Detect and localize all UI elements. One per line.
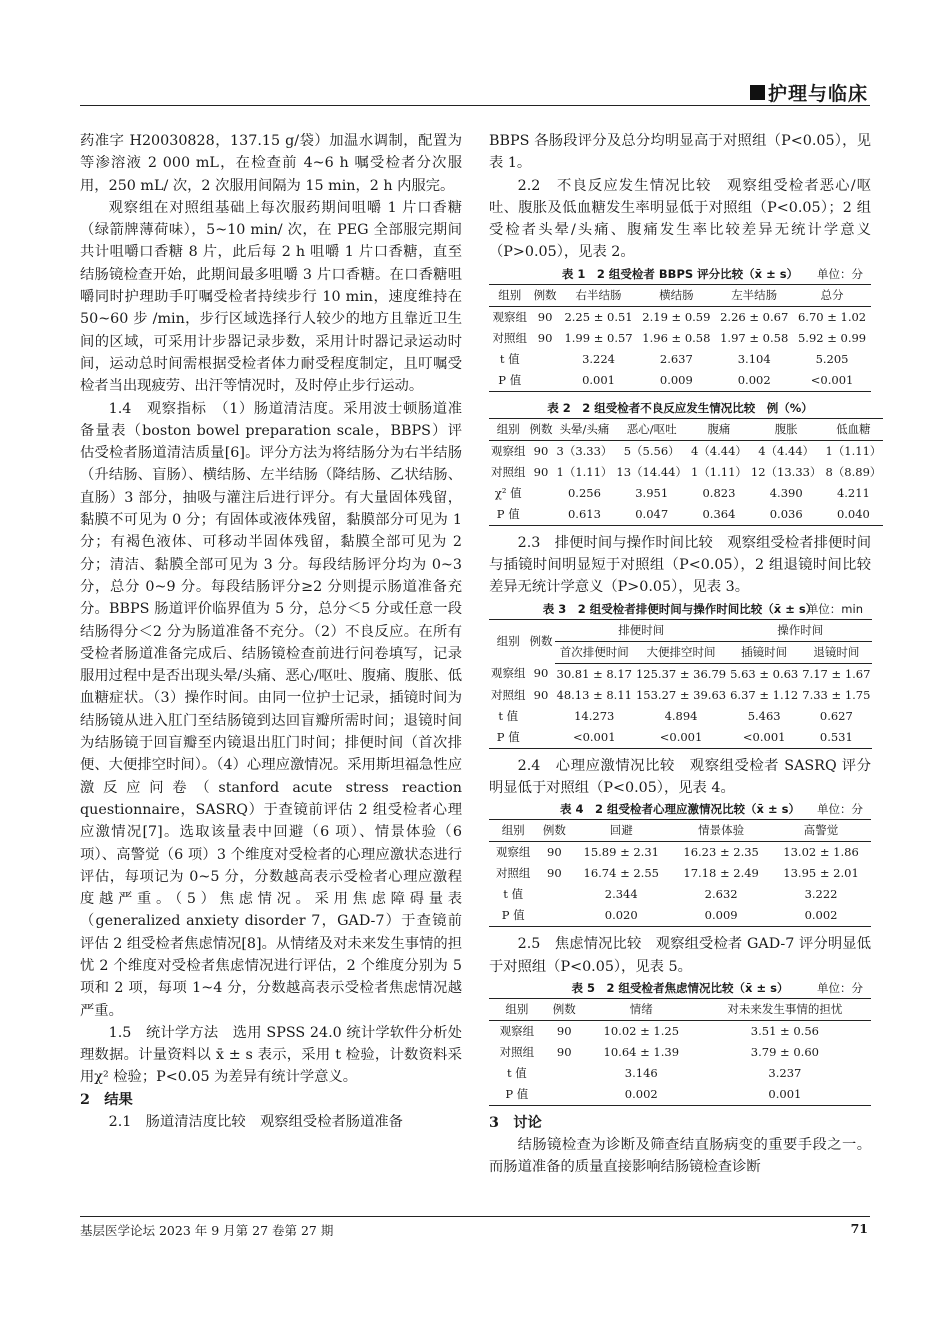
paragraph: 观察组在对照组基础上每次服药期间咀嚼 1 片口香糖（绿箭牌薄荷味），5~10 min/ 次，在 PEG 全部服完期间共计咀嚼口香糖 8 片，此后每 2 h 咀嚼 1 片口香糖，直至结肠镜检查开始，此期间最多咀嚼 3 片口香糖。在口香糖咀嚼同时护理助手叮嘱受检者持续步行 10 min，速度维持在 50~60 步 /min，步行区域选择行人较少的地方且靠近卫生间的区域，可采用计步器记录步数，采用计时器记录运动时间，运动总时间需根据受检者体力耐受程度制定，且叮嘱受检者当出现疲劳、出汗等情况时，及时停止步行运动。 [80,199,462,395]
table-cell: 3.51 ± 0.56 [750,1023,819,1038]
table-1 [489,264,871,392]
col-header: 插镜时间 [728,641,800,663]
para-3: 结肠镜检查为诊断及筛查结直肠病变的重要手段之一。而肠道准备的质量直接影响结肠镜检查诊断 [489,1137,871,1176]
table-cell: t 值 [499,351,520,366]
col-header: 组别 [489,418,528,440]
table-cell: <0.001 [634,727,728,749]
table-cell: 17.18 ± 2.49 [683,866,759,881]
table-caption: 表 1 2 组受检者 BBPS 评分比较（x̄ ± s） 单位：分 [561,266,863,281]
table-cell: 16.23 ± 2.35 [683,845,759,860]
table-cell: 对照组 [491,687,526,702]
table-cell: <0.001 [728,727,800,749]
data-table [489,284,871,392]
col-header: 右半结肠 [560,284,638,306]
table-cell: 16.74 ± 2.55 [583,866,659,881]
table-cell: 153.27 ± 39.63 [635,687,727,702]
col-header: 例数 [545,998,584,1020]
table-cell: P 值 [489,905,537,927]
col-header: 首次排便时间 [555,641,634,663]
table-cell: 4.894 [664,708,698,723]
col-header: 例数 [528,418,555,440]
col-group-header: 操作时间 [728,619,872,641]
table-cell: 1（1.11） [556,464,613,479]
table-cell: 6.70 ± 1.02 [797,309,867,324]
table-5 [489,978,871,1106]
table-cell: 0.364 [689,504,749,526]
table-row [489,1042,871,1063]
table-cell: 0.047 [614,504,689,526]
right-column [489,130,882,1179]
table-cell: 观察组 [495,845,531,860]
table-row [489,884,871,905]
table-cell: 3.951 [635,485,669,500]
table-cell: 90 [533,687,549,702]
table-3 [489,599,871,749]
table-cell: 3.222 [804,887,838,902]
table-cell: 10.64 ± 1.39 [603,1044,680,1059]
table-cell: 15.89 ± 2.31 [583,845,659,860]
para-2-3: 2.3 排便时间与操作时间比较 观察组受检者排便时间与插镜时间明显短于对照组（P<0.05），2 组退镜时间比较差异无统计学意义（P>0.05），见表 3。 [489,534,871,596]
table-cell: 5.205 [815,351,849,366]
table-cell: P 值 [489,370,531,392]
table-row [489,1063,871,1084]
table-row [489,863,871,884]
table-cell: 90 [533,666,549,681]
table-cell: 0.531 [800,727,872,749]
table-cell: 10.02 ± 1.25 [603,1023,680,1038]
table-cell: 4（4.44） [758,443,815,458]
col-header: 大便排空时间 [634,641,728,663]
table-cell: 3.104 [737,351,771,366]
table-cell: 5.92 ± 0.99 [797,330,867,345]
col-header: 横结肠 [637,284,715,306]
table-caption: 表 2 2 组受检者不良反应发生情况比较 例（%） [547,400,813,415]
table-cell: 观察组 [491,666,526,681]
table-row [489,306,871,328]
table-cell: 90 [537,330,553,345]
table-cell: 对照组 [491,464,526,479]
table-cell: 90 [533,464,549,479]
data-table [489,819,871,927]
table-cell: 90 [547,845,562,860]
table-cell: 2.637 [659,351,693,366]
table-row [489,370,871,392]
table-caption: 表 5 2 组受检者焦虑情况比较（x̄ ± s） 单位：分 [571,980,863,995]
table-cell: 1（1.11） [690,464,747,479]
section-heading-3: 3 讨论 [489,1114,542,1131]
table-cell: 48.13 ± 8.11 [556,687,632,702]
table-cell: P 值 [489,504,528,526]
table-cell: 1（1.11） [825,443,882,458]
table-cell: 2.25 ± 0.51 [564,309,633,324]
table-cell [545,1084,584,1106]
table-cell: 2.19 ± 0.59 [642,309,711,324]
table-cell: 0.020 [571,905,671,927]
table-row [489,842,871,864]
table-cell: 4（4.44） [690,443,747,458]
col-header: 组别 [489,619,528,663]
col-group-header: 排便时间 [555,619,729,641]
table-row [489,706,872,727]
table-cell [528,706,555,727]
col-header: 回避 [571,820,671,842]
table-cell: 观察组 [492,309,527,324]
table-cell: 5.463 [747,708,781,723]
table-cell: <0.001 [555,727,634,749]
table-cell: 1.99 ± 0.57 [564,330,633,345]
table-row [489,1084,871,1106]
table-cell: χ² 值 [494,485,522,500]
paragraph: 2.1 肠道清洁度比较 观察组受检者肠道准备 [108,1114,403,1131]
table-cell [545,1063,584,1084]
col-header: 腹胀 [749,418,824,440]
table-cell: 2.632 [704,887,738,902]
col-header: 左半结肠 [715,284,793,306]
table-cell: 0.613 [555,504,615,526]
table-cell: t 值 [498,708,519,723]
table-row [489,462,883,483]
table-cell: 5.63 ± 0.63 [730,666,799,681]
table-cell: t 值 [503,887,524,902]
table-cell: 14.273 [574,708,615,723]
table-row [489,440,883,462]
col-header: 低血糖 [823,418,883,440]
col-header: 情景体验 [671,820,771,842]
data-table [489,418,883,526]
table-cell: 0.001 [699,1084,871,1106]
col-header: 腹痛 [689,418,749,440]
table-cell: 0.002 [584,1084,699,1106]
table-cell: 125.37 ± 36.79 [635,666,727,681]
table-cell: 13.95 ± 2.01 [783,866,859,881]
table-cell: 13.02 ± 1.86 [783,845,859,860]
footer-rule [80,1216,870,1217]
section-title [750,80,868,104]
col-header: 组别 [489,284,531,306]
table-cell [528,483,555,504]
table-cell: 4.211 [836,485,870,500]
table-cell [537,905,571,927]
table-cell: 3.224 [582,351,615,366]
table-cell: 7.33 ± 1.75 [802,687,871,702]
table-cell: 3.237 [768,1065,802,1080]
footer-journal: 基层医学论坛 2023 年 9 月第 27 卷第 27 期 [80,1223,334,1238]
table-cell: 6.37 ± 1.12 [730,687,799,702]
table-caption: 表 3 2 组受检者排便时间与操作时间比较（x̄ ± s） 单位：min [542,601,863,616]
table-row [489,504,883,526]
col-header: 组别 [489,998,545,1020]
table-cell: 0.040 [823,504,883,526]
data-table [489,619,872,749]
table-cell: 对照组 [492,330,527,345]
paragraph: 药准字 H20030828，137.15 g/袋）加温水调制，配置为等渗溶液 2 000 mL，在检查前 4~6 h 嘱受检者分次服用，250 mL/ 次，2 次服用间隔为 15 min，2 h 内服完。 [80,133,462,194]
paragraph: BBPS 各肠段评分及总分均明显高于对照组（P<0.05），见表 1。 [489,133,871,172]
table-cell: 1.96 ± 0.58 [642,330,711,345]
header-rule [80,105,870,106]
col-header: 对未来发生事情的担忧 [699,998,871,1020]
table-row [489,663,872,685]
paragraph: 2.2 不良反应发生情况比较 观察组受检者恶心/呕吐、腹胀及低血糖发生率明显低于对照组（P<0.05）；2 组受检者头晕/头痛、腹痛发生率比较差异无统计学意义（P>0.05），见表 2。 [489,177,871,261]
table-cell: 2.26 ± 0.67 [720,309,789,324]
table-cell: 0.036 [749,504,824,526]
table-cell [528,727,555,749]
table-cell: 0.823 [702,485,736,500]
table-cell: 0.009 [671,905,771,927]
table-cell: 3（3.33） [556,443,613,458]
table-cell: 5（5.56） [623,443,680,458]
table-cell: 30.81 ± 8.17 [556,666,632,681]
table-row [489,483,883,504]
table-cell: 90 [556,1023,572,1038]
col-header: 例数 [528,619,555,663]
col-header: 头晕/头痛 [555,418,615,440]
table-row [489,685,872,706]
table-cell: 90 [533,443,549,458]
table-cell: 8（8.89） [825,464,882,479]
col-header: 情绪 [584,998,699,1020]
col-header: 例数 [531,284,560,306]
section-block-icon [750,85,765,100]
table-row [489,727,872,749]
table-cell: 0.256 [567,485,601,500]
table-cell: P 值 [489,727,528,749]
table-row [489,905,871,927]
col-header: 总分 [793,284,871,306]
table-cell: 90 [547,866,562,881]
para-2-4: 2.4 心理应激情况比较 观察组受检者 SASRQ 评分明显低于对照组（P<0.05），见表 4。 [489,757,871,796]
table-cell: 观察组 [499,1023,535,1038]
left-column [80,130,462,1133]
page-number: 71 [850,1221,868,1236]
table-cell [537,884,571,905]
table-cell: 12（13.33） [750,464,822,479]
table-cell: 对照组 [499,1044,535,1059]
table-4 [489,799,871,927]
table-row [489,1020,871,1042]
data-table [489,998,871,1106]
table-cell: 3.79 ± 0.60 [750,1044,819,1059]
table-cell [531,370,560,392]
table-cell: 7.17 ± 1.67 [802,666,871,681]
table-cell: 2.344 [604,887,638,902]
table-cell [528,504,555,526]
table-cell: 观察组 [491,443,526,458]
table-cell: 0.009 [637,370,715,392]
table-cell: 3.146 [624,1065,658,1080]
table-cell: 90 [556,1044,572,1059]
col-header: 组别 [489,820,537,842]
table-cell: 1.97 ± 0.58 [720,330,789,345]
para-2-5: 2.5 焦虑情况比较 观察组受检者 GAD-7 评分明显低于对照组（P<0.05），见表 5。 [489,936,871,975]
table-row [489,328,871,349]
col-header: 高警觉 [771,820,871,842]
table-cell: 4.390 [769,485,803,500]
table-cell: <0.001 [793,370,871,392]
col-header: 恶心/呕吐 [614,418,689,440]
paragraph: 1.4 观察指标 （1）肠道清洁度。采用波士顿肠道准备量表（boston bowel preparation scale，BBPS）评估受检者肠道清洁质量[6]。评分方法为将结肠分为右半结肠（升结肠、盲肠）、横结肠、左半结肠（降结肠、乙状结肠、直肠）3 部分，抽吸与灌注后进行评分。有大量固体残留，黏膜不可见为 0 分；有固体或液体残留，黏膜部分可见为 1 分；有褐色液体、可移动半固体残留，黏膜全部可见为 2 分；清洁、黏膜全部可见为 3 分。每段结肠评分均为 0~3 分，总分 0~9 分。每段结肠评分≥2 分则提示肠道准备充分。BBPS 肠道评价临界值为 5 分，总分＜5 分或任意一段结肠得分＜2 分为肠道准备不充分。（2）不良反应。在所有受检者肠道准备完成后、结肠镜检查前进行问卷填写，记录服用过程中是否出现头晕/头痛、恶心/呕吐、腹痛、腹胀、低血糖症状。（3）操作时间。由同一位护士记录，插镜时间为结肠镜从进入肛门至结肠镜到达回盲瓣所需时间；退镜时间为结肠镜于回盲瓣至内镜退出肛门时间；排便时间（首次排便、大便排空时间）。（4）心理应激情况。采用斯坦福急性应激反应问卷（stanford acute stress reaction questionnaire，SASRQ）于查镜前评估 2 组受检者心理应激情况[7]。选取该量表中回避（6 项）、情景体验（6 项）、高警觉（6 项）3 个维度对受检者的心理应激状态进行评估，每项记为 0~5 分，分数越高表示受检者心理应激程度越严重。（5）焦虑情况。采用焦虑障碍量表（generalized anxiety disorder 7，GAD-7）于查镜前评估 2 组受检者焦虑情况[8]。从情绪及对未来发生事情的担忧 2 个维度对受检者焦虑情况进行评估，2 个维度分别为 5 项和 2 项，每项 1~4 分，分数越高表示受检者焦虑情况越严重。 [80,400,462,1019]
table-cell: 对照组 [495,866,531,881]
table-caption: 表 4 2 组受检者心理应激情况比较（x̄ ± s） 单位：分 [560,802,863,817]
col-header: 例数 [537,820,571,842]
right-top-paragraphs [489,130,871,264]
paragraph: 1.5 统计学方法 选用 SPSS 24.0 统计学软件分析处理数据。计量资料以 x̄ ± s 表示，采用 t 检验，计数资料采用χ² 检验；P<0.05 为差异有统计学意义。 [80,1024,462,1086]
table-cell: 0.002 [771,905,871,927]
table-cell: P 值 [489,1084,545,1106]
table-cell: 0.627 [819,708,853,723]
table-cell: 0.002 [715,370,793,392]
table-cell: 0.001 [560,370,638,392]
col-header: 退镜时间 [800,641,872,663]
table-cell [531,349,560,370]
table-cell: 90 [537,309,553,324]
section-title-text: 护理与临床 [767,82,868,105]
table-cell: 13（14.44） [616,464,687,479]
section-heading: 2 结果 [80,1091,133,1108]
table-cell: t 值 [506,1065,527,1080]
table-2 [489,398,882,526]
table-row [489,349,871,370]
